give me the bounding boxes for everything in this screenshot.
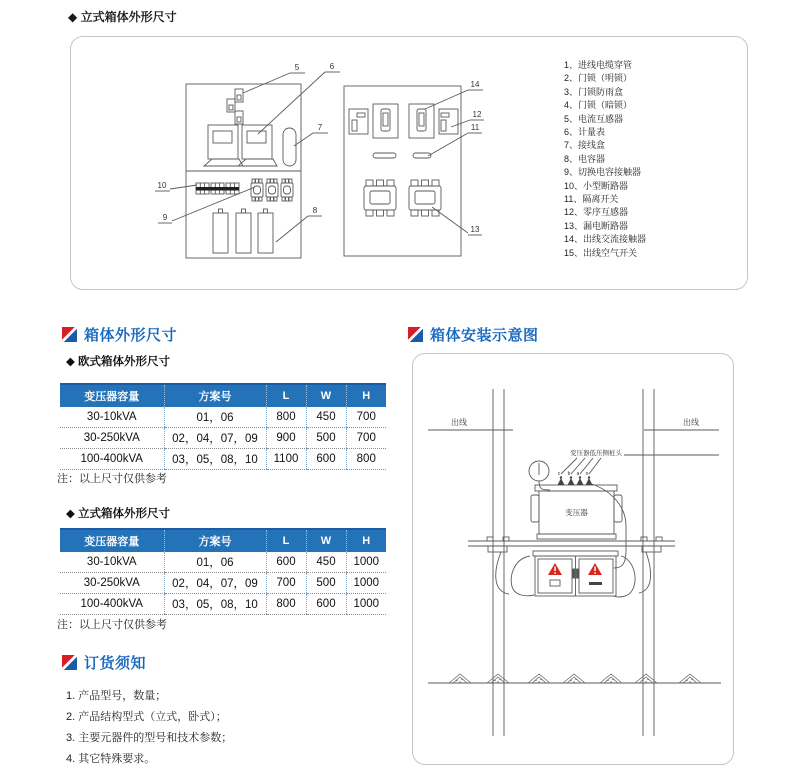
ordering-item: 2. 产品结构型式（立式，卧式）；: [66, 711, 227, 723]
current-transformers: [227, 89, 243, 124]
euro-dimensions-table: [60, 383, 386, 470]
section-header-dimensions: [62, 324, 177, 345]
phase-label-c: c: [557, 471, 561, 477]
mini-breakers: [196, 183, 239, 194]
table-row: 30-10kVA 01，06 800 450 700: [60, 407, 386, 428]
col-header-h: H: [346, 384, 386, 407]
col-header-scheme: 方案号: [164, 529, 266, 552]
outlet-label-right: 出线: [683, 418, 699, 427]
outgoing-ac-contactors: [373, 104, 434, 138]
col-header-scheme: 方案号: [164, 384, 266, 407]
capacitor-contactors: [251, 179, 293, 201]
callout-14: 14: [470, 80, 480, 89]
col-header-capacity: 变压器容量: [60, 384, 164, 407]
parts-list-item: 1、进线电缆穿管: [564, 60, 633, 70]
ordering-item: 1. 产品型号，数量；: [66, 690, 167, 702]
right-cabinet-drawing: [344, 86, 484, 256]
parts-list-item: 14、出线交流接触器: [564, 234, 647, 245]
parts-list-item: 4、门锁（暗锁）: [564, 100, 633, 111]
callout-12: 12: [472, 110, 482, 119]
table-header-row: [60, 384, 386, 407]
callout-5: 5: [294, 63, 300, 72]
col-header-l: L: [266, 384, 306, 407]
parts-list-item: 7、接线盒: [564, 140, 606, 151]
parts-list-item: 13、漏电断路器: [564, 220, 629, 231]
parts-list-item: 10、小型断路器: [564, 180, 629, 191]
top-diagram-title: ◆ 立式箱体外形尺寸: [68, 10, 177, 24]
table-row: 30-10kVA 01，06 600 450 1000: [60, 552, 386, 573]
vertical-dimensions-table: [60, 528, 386, 615]
distribution-cabinet: [533, 551, 618, 596]
oil-gauge: [529, 461, 550, 490]
phase-label-b: b: [567, 471, 571, 477]
callout-8: 8: [312, 206, 318, 215]
outgoing-air-switch: [349, 109, 368, 134]
left-cabinet-leaders: [155, 72, 340, 242]
section-marker-icon: [62, 327, 77, 342]
vertical-table-note: 注：以上尺寸仅供参考: [57, 619, 167, 631]
lv-terminal-label: 变压器低压侧桩头: [570, 450, 622, 457]
lv-cable-right: [589, 483, 626, 568]
phase-label-o: o: [585, 471, 589, 477]
parts-list-item: 9、切换电容接触器: [564, 167, 642, 178]
table-row: 100-400kVA 03，05，08，10 1100 600 800: [60, 449, 386, 470]
cabinet-internal-layout-drawing: [91, 57, 491, 272]
parts-list-item: 2、门锁（明锁）: [564, 73, 633, 84]
parts-list-item: 12、零序互感器: [564, 207, 629, 218]
installation-panel: [412, 353, 734, 765]
ground-line: [428, 674, 721, 683]
parts-list-item: 3、门锁防雨盒: [564, 86, 624, 97]
callout-9: 9: [162, 213, 168, 222]
zero-sequence-ct: [439, 109, 458, 134]
table-row: 100-400kVA 03，05，08，10 800 600 1000: [60, 594, 386, 615]
callout-7: 7: [317, 123, 323, 132]
section-header-ordering: [62, 652, 146, 673]
table-row: 30-250kVA 02，04，07，09 900 500 700: [60, 428, 386, 449]
left-cabinet-drawing: [155, 72, 340, 258]
ordering-item: 3. 主要元器件的型号和技术参数；: [66, 732, 233, 744]
section-marker-icon: [62, 655, 77, 670]
callout-11: 11: [470, 123, 480, 132]
capacitors: [213, 209, 273, 253]
ordering-section-title: 订货须知: [84, 655, 147, 672]
meters: [204, 125, 277, 166]
dimensions-section-title: 箱体外形尺寸: [84, 327, 178, 344]
table-row: 30-250kVA 02，04，07，09 700 500 1000: [60, 573, 386, 594]
parts-list-item: 15、出线空气开关: [564, 247, 638, 258]
junction-box: [283, 128, 296, 166]
transformer-label: 变压器: [565, 508, 588, 517]
vertical-subtitle: ◆ 立式箱体外形尺寸: [66, 508, 171, 520]
ordering-list: [66, 686, 232, 770]
table-header-row: [60, 529, 386, 552]
leakage-breakers: [364, 180, 441, 216]
phase-label-a: a: [576, 471, 580, 477]
parts-list-item: 11、隔离开关: [564, 194, 619, 205]
parts-list: [564, 59, 739, 260]
callout-6: 6: [329, 62, 335, 71]
installation-drawing: [413, 354, 733, 764]
parts-list-item: 8、电容器: [564, 153, 606, 164]
section-header-installation: [408, 324, 539, 345]
top-diagram-panel: [70, 36, 748, 290]
col-header-w: W: [306, 529, 346, 552]
lv-bushings: [558, 476, 593, 485]
parts-list-item: 5、电流互感器: [564, 113, 624, 124]
isolation-switch-slots: [373, 153, 431, 158]
ordering-item: 4. 其它特殊要求。: [66, 753, 156, 765]
callout-10: 10: [157, 181, 167, 190]
col-header-capacity: 变压器容量: [60, 529, 164, 552]
installation-section-title: 箱体安装示意图: [430, 327, 539, 344]
euro-subtitle: ◆ 欧式箱体外形尺寸: [66, 356, 171, 368]
parts-list-item: 6、计量表: [564, 127, 606, 138]
col-header-w: W: [306, 384, 346, 407]
col-header-h: H: [346, 529, 386, 552]
callout-13: 13: [470, 225, 480, 234]
col-header-l: L: [266, 529, 306, 552]
outlet-label-left: 出线: [451, 418, 467, 427]
euro-table-note: 注：以上尺寸仅供参考: [57, 473, 167, 485]
section-marker-icon: [408, 327, 423, 342]
